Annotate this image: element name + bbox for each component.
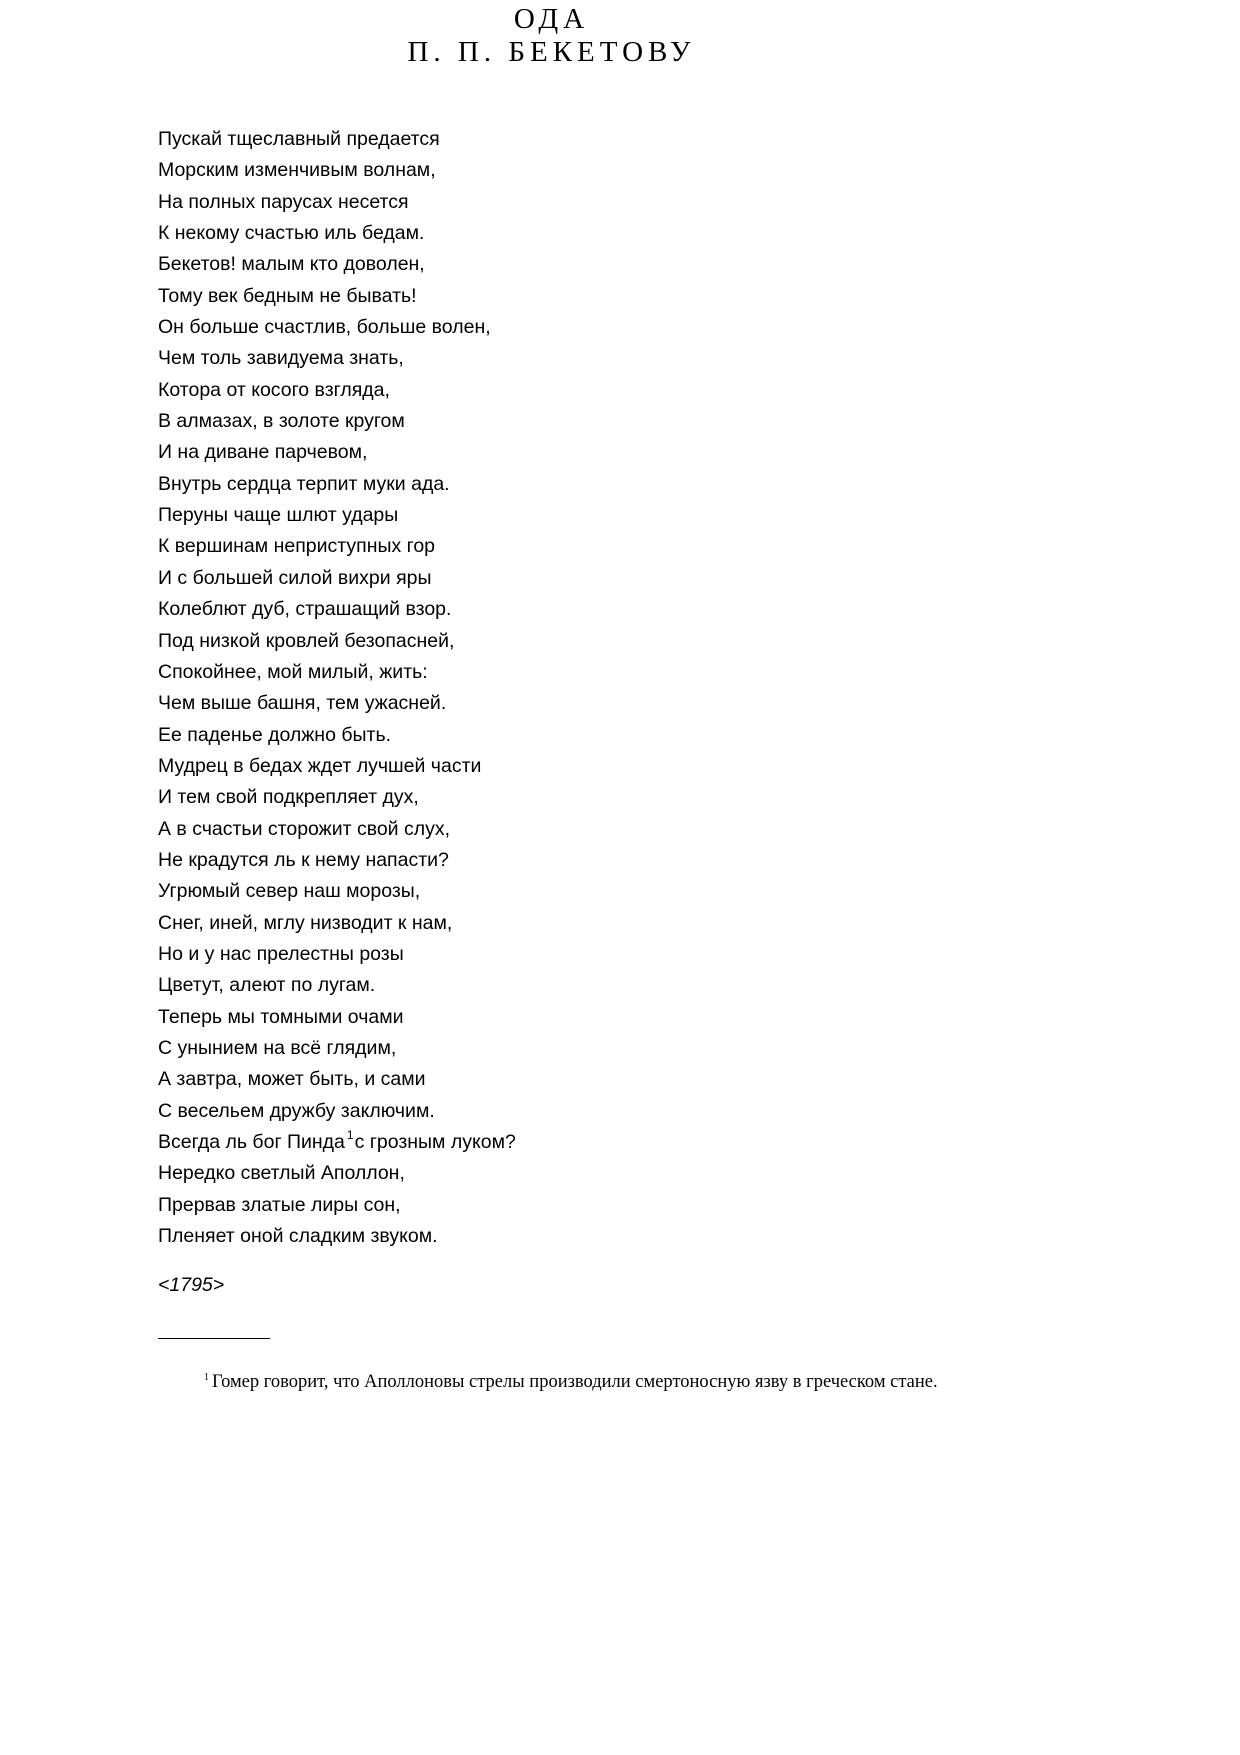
poem-line: Теперь мы томными очами bbox=[158, 1005, 404, 1028]
poem-line: Перуны чаще шлют удары bbox=[158, 504, 399, 527]
poem-line: И с большей силой вихри яры bbox=[158, 566, 432, 589]
footnote-marker: 1 bbox=[204, 1372, 209, 1383]
poem-line: Тому век бедным не бывать! bbox=[158, 284, 417, 307]
poem-line: Ее паденье должно быть. bbox=[158, 723, 392, 746]
poem-line: Прервав златые лиры сон, bbox=[158, 1193, 401, 1216]
poem-line: Не крадутся ль к нему напасти? bbox=[158, 848, 449, 871]
poem-line: Мудрец в бедах ждет лучшей части bbox=[158, 754, 482, 777]
poem-line: С унынием на всё глядим, bbox=[158, 1036, 397, 1059]
poem-line-with-footnote bbox=[158, 1127, 516, 1158]
poem-line: Цветут, алеют по лугам. bbox=[158, 974, 376, 997]
title-line-2: П. П. БЕКЕТОВУ bbox=[407, 36, 696, 68]
poem-line-text-before: Всегда ль бог Пинда bbox=[158, 1131, 345, 1153]
footnote-reference[interactable]: 1 bbox=[346, 1128, 354, 1142]
poem-line: Он больше счастлив, больше волен, bbox=[158, 316, 491, 339]
poem-line: Колеблют дуб, страшащий взор. bbox=[158, 598, 452, 621]
footnote bbox=[204, 1370, 938, 1394]
poem-line: К вершинам неприступных гор bbox=[158, 535, 436, 558]
poem-line: В алмазах, в золоте кругом bbox=[158, 410, 405, 433]
poem-line: Котора от косого взгляда, bbox=[158, 378, 390, 401]
poem-line: И тем свой подкрепляет дух, bbox=[158, 786, 419, 809]
poem-line: А в счастьи сторожит свой слух, bbox=[158, 817, 451, 840]
footnote-text: Гомер говорит, что Аполлоновы стрелы производили смертоносную язву в греческом стане. bbox=[212, 1372, 938, 1392]
poem-line-text-after: с грозным луком? bbox=[354, 1131, 516, 1153]
poem-line: Чем выше башня, тем ужасней. bbox=[158, 692, 447, 715]
poem-line: Чем толь завидуема знать, bbox=[158, 347, 404, 370]
poem-title bbox=[0, 0, 1103, 69]
poem-line: Угрюмый север наш морозы, bbox=[158, 880, 421, 903]
poem-line: Пускай тщеславный предается bbox=[158, 128, 440, 150]
poem-line: Пленяет оной сладким звуком. bbox=[158, 1225, 438, 1248]
poem-line: Внутрь сердца терпит муки ада. bbox=[158, 472, 450, 495]
poem-line: К некому счастью иль бедам. bbox=[158, 222, 425, 245]
poem-line: Но и у нас прелестны розы bbox=[158, 942, 404, 965]
poem-line: Спокойнее, мой милый, жить: bbox=[158, 660, 428, 683]
poem-line: Морским изменчивым волнам, bbox=[158, 159, 436, 182]
poem-date: <1795> bbox=[158, 1274, 225, 1296]
poem-line: С весельем дружбу заключим. bbox=[158, 1099, 435, 1122]
poem-line: А завтра, может быть, и сами bbox=[158, 1068, 426, 1091]
poem-line: Под низкой кровлей безопасней, bbox=[158, 629, 455, 652]
poem-body bbox=[158, 124, 516, 1252]
poem-line: Нередко светлый Аполлон, bbox=[158, 1162, 405, 1185]
poem-line: На полных парусах несется bbox=[158, 190, 409, 213]
poem-line: И на диване парчевом, bbox=[158, 441, 368, 464]
poem-line: Снег, иней, мглу низводит к нам, bbox=[158, 911, 453, 934]
footnote-divider bbox=[158, 1338, 270, 1339]
poem-line: Бекетов! малым кто доволен, bbox=[158, 253, 425, 276]
title-line-1: ОДА bbox=[513, 3, 590, 35]
